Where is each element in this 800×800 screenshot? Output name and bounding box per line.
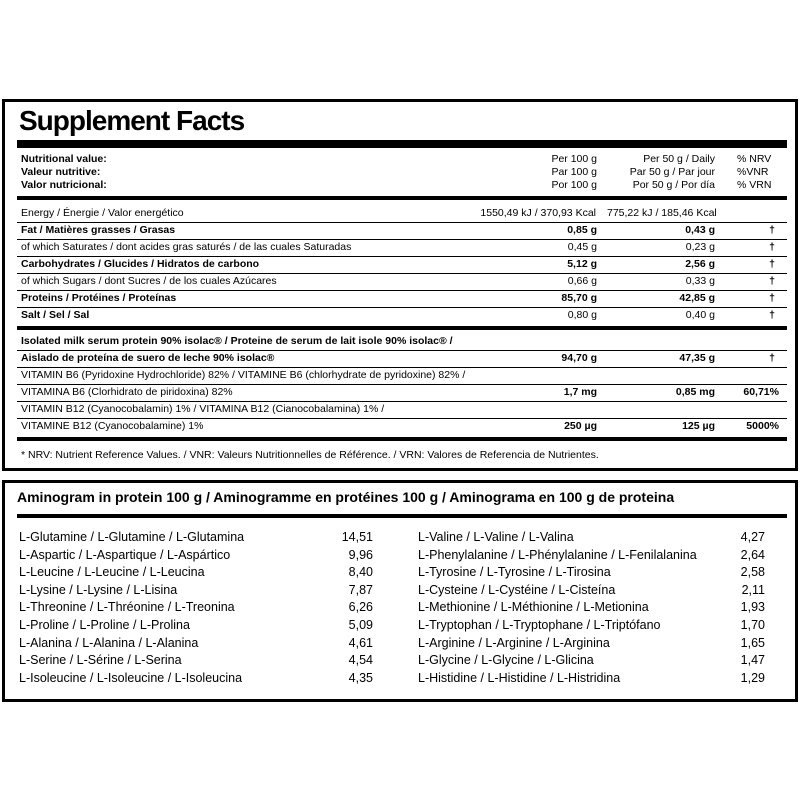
nutrient-per100: 0,66 g	[567, 275, 597, 287]
supplement-facts-panel	[2, 99, 798, 471]
header-per50: Per 50 g / Daily	[643, 153, 715, 165]
amino-acid-value: 4,61	[348, 635, 373, 650]
ingredient-row	[17, 333, 787, 349]
amino-acid-value: 1,47	[740, 653, 765, 668]
nutrient-row	[17, 290, 787, 306]
nutrient-per100: 5,12 g	[567, 258, 597, 270]
amino-acid-name: L-Aspartic / L-Aspartique / L-Aspártico	[19, 547, 231, 562]
nutrient-per50: 0,40 g	[685, 309, 715, 321]
ingredient-row	[17, 401, 787, 417]
amino-acid-value: 2,11	[741, 582, 765, 597]
amino-acid-name: L-Lysine / L-Lysine / L-Lisina	[19, 582, 178, 597]
amino-acid-row	[418, 669, 778, 687]
b6-line2: VITAMINA B6 (Clorhidrato de piridoxina) 82%	[21, 386, 233, 398]
nutrient-per50: 0,33 g	[685, 275, 715, 287]
nutrient-label: Fat / Matières grasses / Grasas	[21, 224, 176, 236]
amino-acid-name: L-Histidine / L-Histidine / L-Histridina	[418, 670, 621, 685]
b6-per100: 1,7 mg	[563, 386, 597, 398]
aminogram-title: Aminogram in protein 100 g / Aminogramme en protéines 100 g / Aminograma en 100 g de proteina	[17, 489, 675, 505]
amino-acid-value: 4,27	[740, 530, 765, 544]
amino-acid-name: L-Leucine / L-Leucine / L-Leucina	[19, 565, 205, 580]
energy-row	[17, 205, 787, 221]
amino-acid-row	[418, 651, 778, 669]
amino-acid-row	[19, 546, 379, 564]
header-label: Valor nutricional:	[21, 179, 107, 191]
dagger-mark: †	[769, 275, 775, 287]
ingredient-row	[17, 367, 787, 383]
isolate-line1: Isolated milk serum protein 90% isolac® / Proteine de serum de lait isole 90% isolac® /	[21, 335, 453, 347]
energy-label: Energy / Énergie / Valor energético	[21, 207, 184, 219]
amino-acid-name: L-Alanina / L-Alanina / L-Alanina	[19, 635, 199, 650]
header-label: Valeur nutritive:	[21, 166, 101, 178]
amino-acid-name: L-Glutamine / L-Glutamine / L-Glutamina	[19, 530, 245, 544]
b6-per50: 0,85 mg	[675, 386, 715, 398]
amino-acid-row	[418, 563, 778, 581]
nutrient-per100: 0,45 g	[567, 241, 597, 253]
amino-acid-value: 1,29	[740, 670, 765, 685]
footnote: * NRV: Nutrient Reference Values. / VNR: Valeurs Nutritionnelles de Référence. / VRN: Valores de Referencia de Nutrientes.	[21, 449, 599, 461]
amino-acid-name: L-Arginine / L-Arginine / L-Arginina	[418, 635, 610, 650]
dagger-mark: †	[769, 241, 775, 253]
header-nrv: % NRV	[737, 153, 772, 165]
b12-nrv: 5000%	[746, 420, 779, 432]
dagger-mark: †	[769, 292, 775, 304]
b6-nrv: 60,71%	[743, 386, 779, 398]
supplement-facts-title: Supplement Facts	[19, 105, 245, 136]
nutrient-row	[17, 222, 787, 238]
aminogram-divider	[17, 514, 787, 518]
amino-acid-name: L-Methionine / L-Méthionine / L-Metionina	[418, 600, 649, 615]
isolate-line2: Aislado de proteína de suero de leche 90% isolac®	[21, 352, 275, 364]
nutrient-per50: 42,85 g	[679, 292, 715, 304]
amino-acid-value: 1,65	[740, 635, 765, 650]
amino-acid-name: L-Tyrosine / L-Tyrosine / L-Tirosina	[418, 565, 611, 580]
amino-acid-value: 2,64	[740, 547, 765, 562]
amino-acid-name: L-Glycine / L-Glycine / L-Glicina	[418, 653, 594, 668]
header-nrv: %VNR	[737, 166, 769, 178]
amino-acid-row	[19, 528, 379, 546]
amino-acid-row	[418, 634, 778, 652]
amino-acid-name: L-Isoleucine / L-Isoleucine / L-Isoleucina	[19, 670, 243, 685]
header-per100: Por 100 g	[551, 179, 597, 191]
energy-per50: 775,22 kJ / 185,46 Kcal	[607, 207, 717, 219]
nutrient-label: of which Sugars / dont Sucres / de los cuales Azúcares	[21, 275, 277, 287]
header-per50: Par 50 g / Par jour	[629, 166, 715, 178]
amino-acid-value: 4,35	[348, 670, 373, 685]
nutrient-label: Carbohydrates / Glucides / Hidratos de carbono	[21, 258, 260, 270]
nutrient-label: Proteins / Protéines / Proteínas	[21, 292, 177, 304]
amino-acid-row	[418, 581, 778, 599]
amino-acid-value: 1,93	[740, 600, 765, 615]
header-row	[17, 177, 787, 193]
amino-acid-row	[19, 669, 379, 687]
amino-acid-value: 14,51	[341, 530, 373, 544]
amino-acid-value: 2,58	[740, 565, 765, 580]
b12-per100: 250 µg	[564, 420, 597, 432]
header-divider	[17, 196, 787, 200]
amino-acid-row	[19, 563, 379, 581]
dagger-mark: †	[769, 258, 775, 270]
header-per100: Per 100 g	[551, 153, 597, 165]
amino-acid-value: 1,70	[740, 618, 765, 632]
aminogram-panel	[2, 480, 798, 702]
nutrient-per50: 0,23 g	[685, 241, 715, 253]
ingredient-row	[17, 350, 787, 366]
isolate-per100: 94,70 g	[561, 352, 597, 364]
amino-acid-value: 4,54	[348, 653, 373, 668]
nutrient-row	[17, 256, 787, 272]
amino-acid-row	[19, 651, 379, 669]
ingredient-row	[17, 384, 787, 400]
ingredient-row	[17, 418, 787, 434]
amino-acid-value: 8,40	[348, 565, 373, 580]
nutrient-row	[17, 307, 787, 323]
amino-acid-name: L-Serine / L-Sérine / L-Serina	[19, 653, 182, 668]
b12-line2: VITAMINE B12 (Cyanocobalamine) 1%	[21, 420, 204, 432]
nutrient-per100: 0,85 g	[567, 224, 597, 236]
b12-per50: 125 µg	[682, 420, 715, 432]
amino-acid-name: L-Valine / L-Valine / L-Valina	[418, 530, 574, 544]
dagger-mark: †	[769, 224, 775, 236]
header-per50: Por 50 g / Por día	[632, 179, 715, 191]
amino-acid-name: L-Proline / L-Proline / L-Prolina	[19, 618, 190, 632]
amino-acid-row	[19, 634, 379, 652]
nutrients-divider	[17, 326, 787, 330]
amino-acid-row	[418, 546, 778, 564]
nutrient-per100: 0,80 g	[567, 309, 597, 321]
nutrient-per100: 85,70 g	[561, 292, 597, 304]
header-per100: Par 100 g	[551, 166, 597, 178]
amino-acid-name: L-Tryptophan / L-Tryptophane / L-Triptófano	[418, 618, 661, 632]
energy-per100: 1550,49 kJ / 370,93 Kcal	[480, 207, 596, 219]
amino-acid-name: L-Cysteine / L-Cystéine / L-Cisteína	[418, 582, 616, 597]
amino-acid-value: 6,26	[348, 600, 373, 615]
amino-acid-row	[19, 598, 379, 616]
nutrient-per50: 2,56 g	[685, 258, 715, 270]
nutrient-label: of which Saturates / dont acides gras saturés / de las cuales Saturadas	[21, 241, 352, 253]
amino-acid-row	[418, 528, 778, 546]
nutrient-label: Salt / Sel / Sal	[21, 309, 90, 321]
header-label: Nutritional value:	[21, 153, 107, 165]
nutrient-row	[17, 239, 787, 255]
dagger-mark: †	[769, 352, 775, 364]
amino-acid-value: 9,96	[348, 547, 373, 562]
amino-acid-row	[418, 616, 778, 634]
amino-acid-row	[418, 598, 778, 616]
amino-acid-row	[19, 581, 379, 599]
nutrient-row	[17, 273, 787, 289]
amino-acid-name: L-Threonine / L-Thréonine / L-Treonina	[19, 600, 235, 615]
title-divider	[17, 140, 787, 148]
amino-acid-row	[19, 616, 379, 634]
b6-line1: VITAMIN B6 (Pyridoxine Hydrochloride) 82% / VITAMINE B6 (chlorhydrate de pyridoxine) 82% /	[21, 369, 466, 381]
amino-acid-value: 5,09	[348, 618, 373, 632]
amino-acid-name: L-Phenylalanine / L-Phénylalanine / L-Fenilalanina	[418, 547, 697, 562]
amino-acid-value: 7,87	[348, 582, 373, 597]
nutrient-per50: 0,43 g	[685, 224, 715, 236]
b12-line1: VITAMIN B12 (Cyanocobalamin) 1% / VITAMINA B12 (Cianocobalamina) 1% /	[21, 403, 385, 415]
header-nrv: % VRN	[737, 179, 772, 191]
isolate-per50: 47,35 g	[679, 352, 715, 364]
ingredients-divider	[17, 437, 787, 441]
dagger-mark: †	[769, 309, 775, 321]
